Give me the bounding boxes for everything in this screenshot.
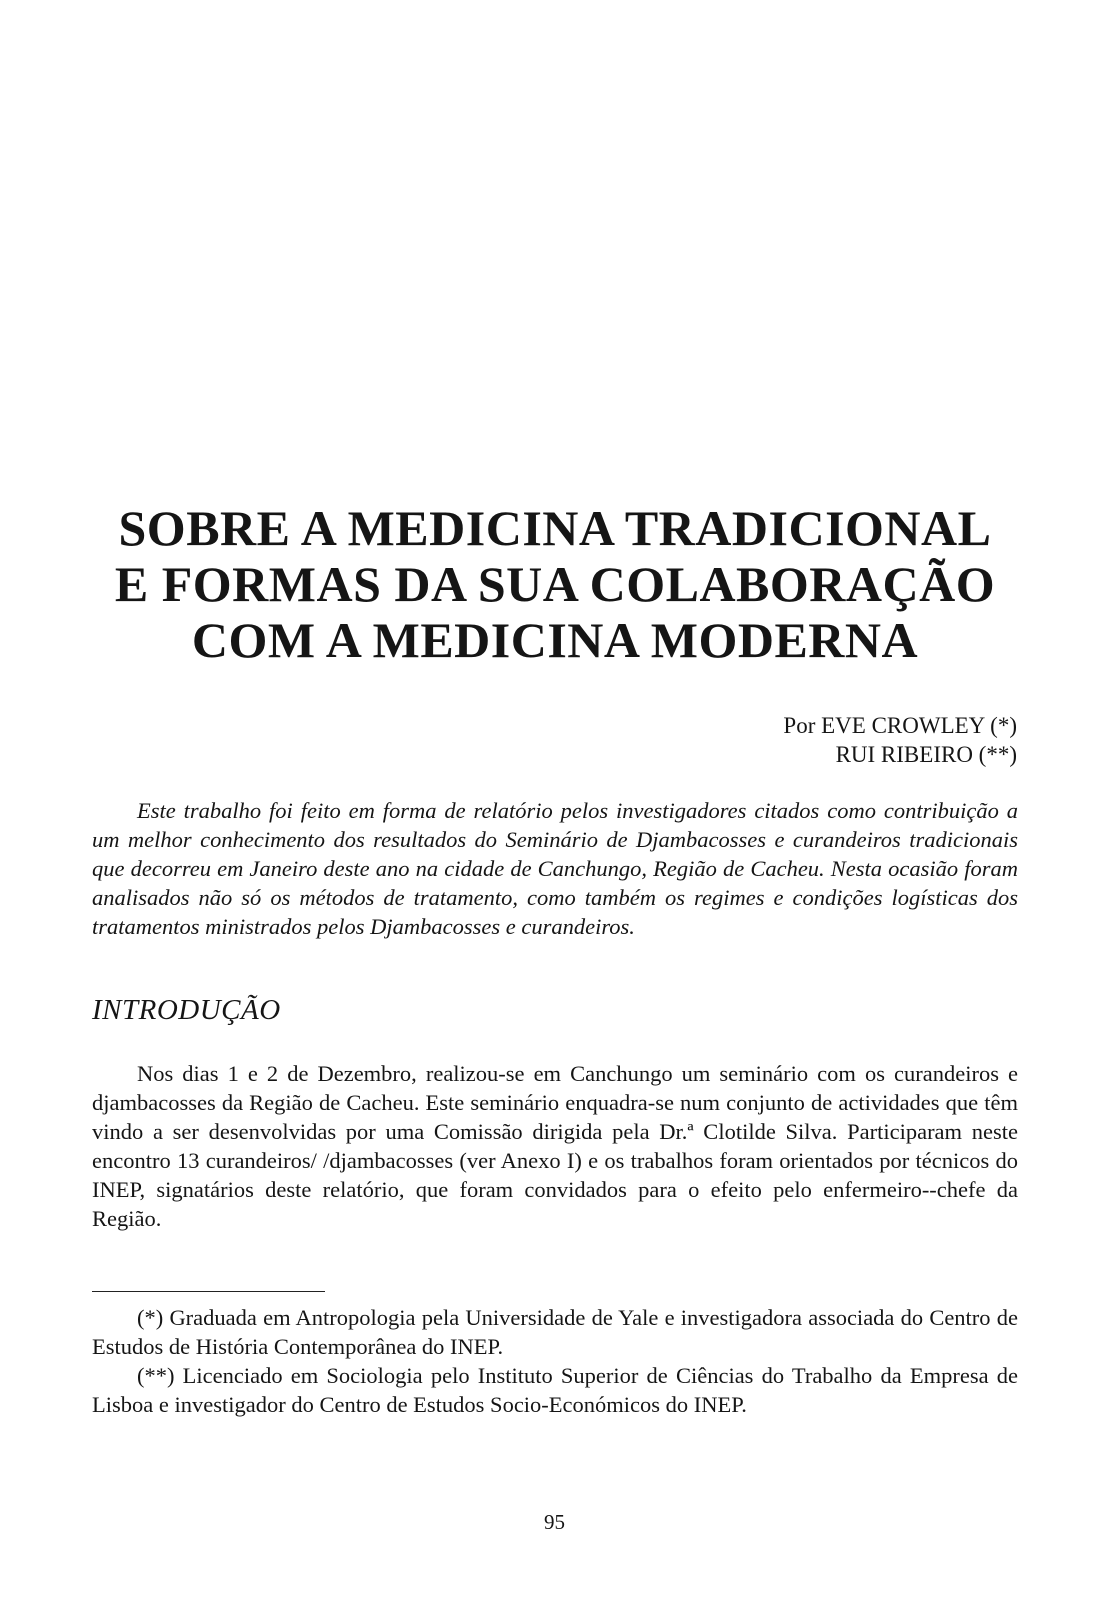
article-title (60, 500, 1050, 668)
body-paragraph: Nos dias 1 e 2 de Dezembro, realizou-se em Canchungo um seminário com os curandeiros e djambacosses da Região de Cacheu. Este seminário enquadra-se num conjunto de actividades que têm vindo a ser desenvolvidas por uma Comissão dirigida pela Dr.ª Clotilde Silva. Participaram neste encontro 13 curandeiros/ /djambacosses (ver Anexo I) e os trabalhos foram orientados por técnicos do INEP, signatários deste relatório, que foram convidados para o efeito pelo enfermeiro-⁠-chefe da Região. (92, 1061, 1018, 1231)
author-1: Por EVE CROWLEY (*) (783, 713, 1017, 738)
title-line-1: SOBRE A MEDICINA TRADICIONAL (118, 500, 992, 556)
title-line-2: E FORMAS DA SUA COLABORAÇÃO (114, 556, 996, 612)
footnote-1: (*) Graduada em Antropologia pela Universidade de Yale e investigadora associada do Centro de Estudos de História Contemporânea do INEP. (92, 1305, 1018, 1359)
section-heading-introducao: INTRODUÇÃO (92, 994, 281, 1026)
author-2: RUI RIBEIRO (**) (835, 742, 1017, 767)
title-line-3: COM A MEDICINA MODERNA (191, 612, 919, 668)
footnote-2: (**) Licenciado em Sociologia pelo Instituto Superior de Ciências do Trabalho da Empresa de Lisboa e investigador do Centro de Estudos Socio-Económicos do INEP. (92, 1363, 1018, 1417)
author-byline (783, 711, 1017, 769)
page-number: 95 (544, 1510, 565, 1534)
footnote-divider (92, 1291, 325, 1292)
abstract-paragraph: Este trabalho foi feito em forma de relatório pelos investigadores citados como contribuição a um melhor conhecimento dos resultados do Seminário de Djambacosses e curandeiros tradicionais que decorreu em Janeiro deste ano na cidade de Canchungo, Região de Cacheu. Nesta ocasião foram analisados não só os métodos de tratamento, como também os regimes e condições logísticas dos tratamentos ministrados pelos Djambacosses e curandeiros. (92, 798, 1018, 939)
